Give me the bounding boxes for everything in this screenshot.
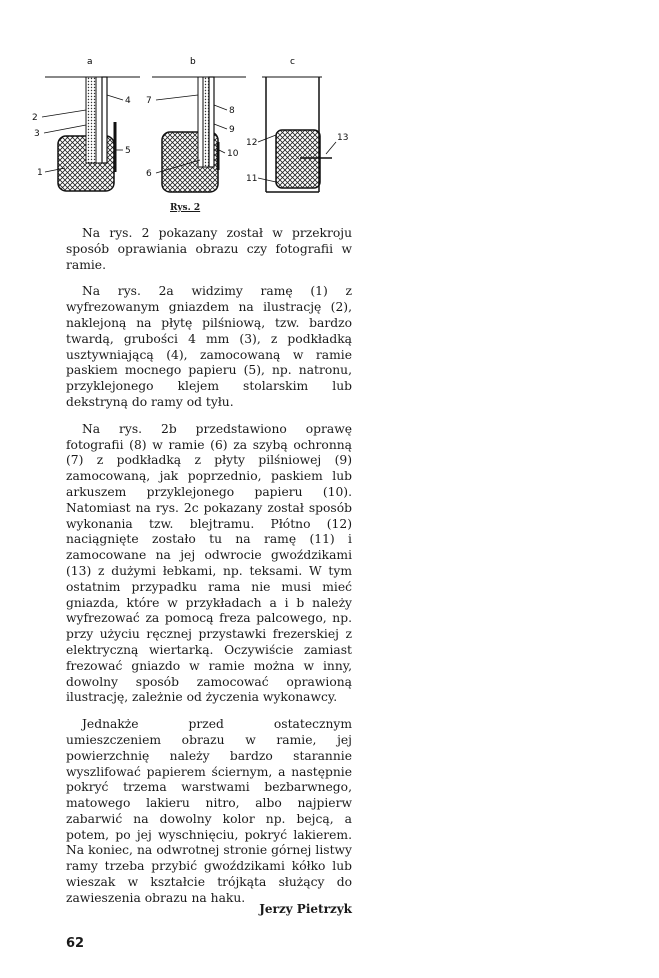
part-label-8: 8 [229,106,235,116]
panel-label-b: b [190,57,196,67]
part-label-11: 11 [246,174,258,184]
page-number: 62 [66,936,85,951]
part-label-7: 7 [146,96,152,106]
paragraph-2: Na rys. 2a widzimy ramę (1) z wyfrezowanym gniazdem na ilustrację (2), naklejoną na płytę pilśniową, tzw. bardzo twardą, grubości 4 mm (3), z podkładką usztywniającą (4), zamocowaną w ramie paskiem mocnego papieru (5), np. natronu, przyklejonego klejem stolarskim lub dekstryną do ramy od tyłu. [66,284,352,409]
article-body [66,226,352,918]
figure-caption: Rys. 2 [170,203,201,213]
author-name: Jerzy Pietrzyk [259,902,352,916]
panel-label-a: a [87,57,93,67]
part-label-9: 9 [229,125,235,135]
paragraph-3: Na rys. 2b przedstawiono oprawę fotografii (8) w ramie (6) za szybą ochronną (7) z podkładką z płyty pilśniowej (9) zamocowaną, jak poprzednio, paskiem lub arkuszem przyklejonego papieru (10). Natomiast na rys. 2c pokazany został sposób wykonania tzw. blejtramu. Płótno (12) naciągnięte zostało tu na ramę (11) i zamocowane na jej odwrocie gwoździkami (13) z dużymi łebkami, np. teksami. W tym ostatnim przypadku rama nie musi mieć gniazda, które w przykładach a i b należy wyfrezować za pomocą freza palcowego, np. przy użyciu ręcznej przystawki frezerskiej z elektryczną wiertarką. Oczywiście zamiast frezować gniazdo w ramie można w inny, dowolny sposób zamocować oprawioną ilustrację, zależnie od życzenia wykonawcy. [66,421,352,705]
part-label-10: 10 [227,149,239,159]
panel-label-c: c [290,57,295,67]
panel-c-drawing [262,77,332,192]
part-label-4: 4 [125,96,131,106]
part-label-2: 2 [32,113,38,123]
paragraph-4: Jednakże przed ostatecznym umieszczeniem obrazu w ramie, jej powierzchnię należy bardzo starannie wyszlifować papierem ściernym, a następnie pokryć trzema warstwami bezbarwnego, matowego lakieru nitro, albo najpierw zabarwić na dowolny kolor np. bejcą, a potem, po jej wyschnięciu, pokryć lakierem. Na koniec, na odwrotnej stronie górnej listwy ramy trzeba przybić gwoździkami kółko lub wieszak w kształcie trójkąta służący do zawieszenia obrazu na haku. [66,717,352,905]
paragraph-1: Na rys. 2 pokazany został w przekroju sposób oprawiania obrazu czy fotografii w ramie. [66,226,352,272]
part-label-5: 5 [125,146,131,156]
part-label-13: 13 [337,133,349,143]
part-label-1: 1 [37,168,43,178]
panel-a-drawing [45,77,140,191]
part-label-6: 6 [146,169,152,179]
part-label-12: 12 [246,138,258,148]
part-label-3: 3 [34,129,40,139]
cross-section-figure [30,50,360,220]
